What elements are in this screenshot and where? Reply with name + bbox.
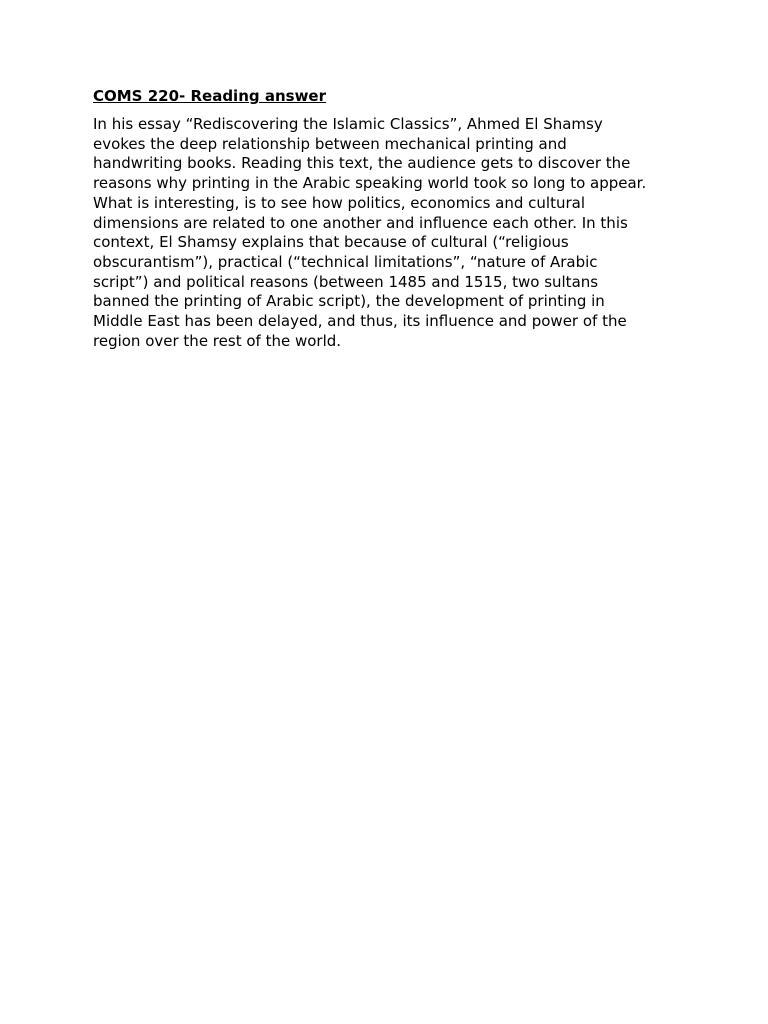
paragraph-line: region over the rest of the world.: [93, 331, 342, 350]
paragraph-line: reasons why printing in the Arabic speaking world took so long to appear.: [93, 174, 647, 193]
paragraph-line: evokes the deep relationship between mechanical printing and: [93, 134, 567, 153]
paragraph-line: What is interesting, is to see how politics, economics and cultural: [93, 193, 585, 212]
paragraph-line: obscurantism”), practical (“technical limitations”, “nature of Arabic: [93, 252, 598, 271]
paragraph-line: script”) and political reasons (between 1485 and 1515, two sultans: [93, 272, 599, 291]
paragraph-line: Middle East has been delayed, and thus, its influence and power of the: [93, 312, 627, 331]
document-title: COMS 220- Reading answer: [93, 87, 326, 105]
document-paragraph: [93, 115, 683, 351]
paragraph-line: context, El Shamsy explains that because of cultural (“religious: [93, 233, 569, 252]
paragraph-line: banned the printing of Arabic script), the development of printing in: [93, 292, 605, 311]
paragraph-line: In his essay “Rediscovering the Islamic Classics”, Ahmed El Shamsy: [93, 115, 603, 133]
paragraph-line: handwriting books. Reading this text, the audience gets to discover the: [93, 154, 631, 173]
paragraph-line: dimensions are related to one another and influence each other. In this: [93, 213, 628, 232]
